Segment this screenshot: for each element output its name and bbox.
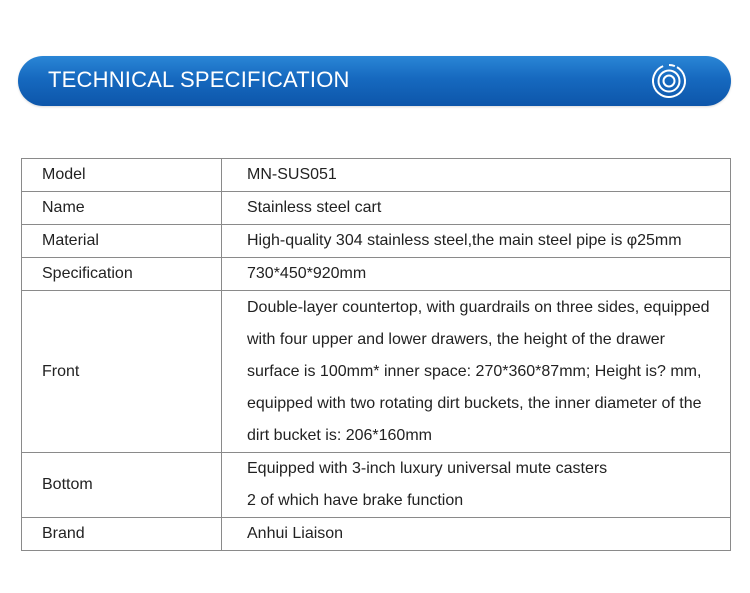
section-title: TECHNICAL SPECIFICATION: [48, 67, 350, 92]
table-row: [22, 291, 731, 453]
spec-value-model: MN-SUS051: [222, 159, 731, 192]
target-circle-icon: [650, 62, 688, 100]
spec-value-front: Double-layer countertop, with guardrails on three sides, equipped with four upper and lower drawers, the height of the drawer surface is 100mm* inner space: 270*360*87mm; Height is? mm, equipped with two rotating dirt buckets, the inner diameter of the dirt bucket is: 206*160mm: [222, 291, 731, 453]
spec-key-name: Name: [22, 192, 222, 225]
table-row: [22, 518, 731, 551]
spec-key-front: Front: [22, 291, 222, 453]
spec-value-brand: Anhui Liaison: [222, 518, 731, 551]
table-row: [22, 159, 731, 192]
table-row: [22, 192, 731, 225]
spec-value-specification: 730*450*920mm: [222, 258, 731, 291]
table-row: [22, 225, 731, 258]
spec-key-bottom: Bottom: [22, 453, 222, 518]
spec-key-material: Material: [22, 225, 222, 258]
table-row: [22, 258, 731, 291]
spec-value-bottom: Equipped with 3-inch luxury universal mute casters 2 of which have brake function: [222, 453, 731, 518]
section-banner: [18, 56, 731, 106]
table-row: [22, 453, 731, 518]
spec-value-material: High-quality 304 stainless steel,the main steel pipe is φ25mm: [222, 225, 731, 258]
spec-table: [21, 158, 731, 551]
spec-key-specification: Specification: [22, 258, 222, 291]
spec-key-brand: Brand: [22, 518, 222, 551]
spec-key-model: Model: [22, 159, 222, 192]
spec-value-name: Stainless steel cart: [222, 192, 731, 225]
